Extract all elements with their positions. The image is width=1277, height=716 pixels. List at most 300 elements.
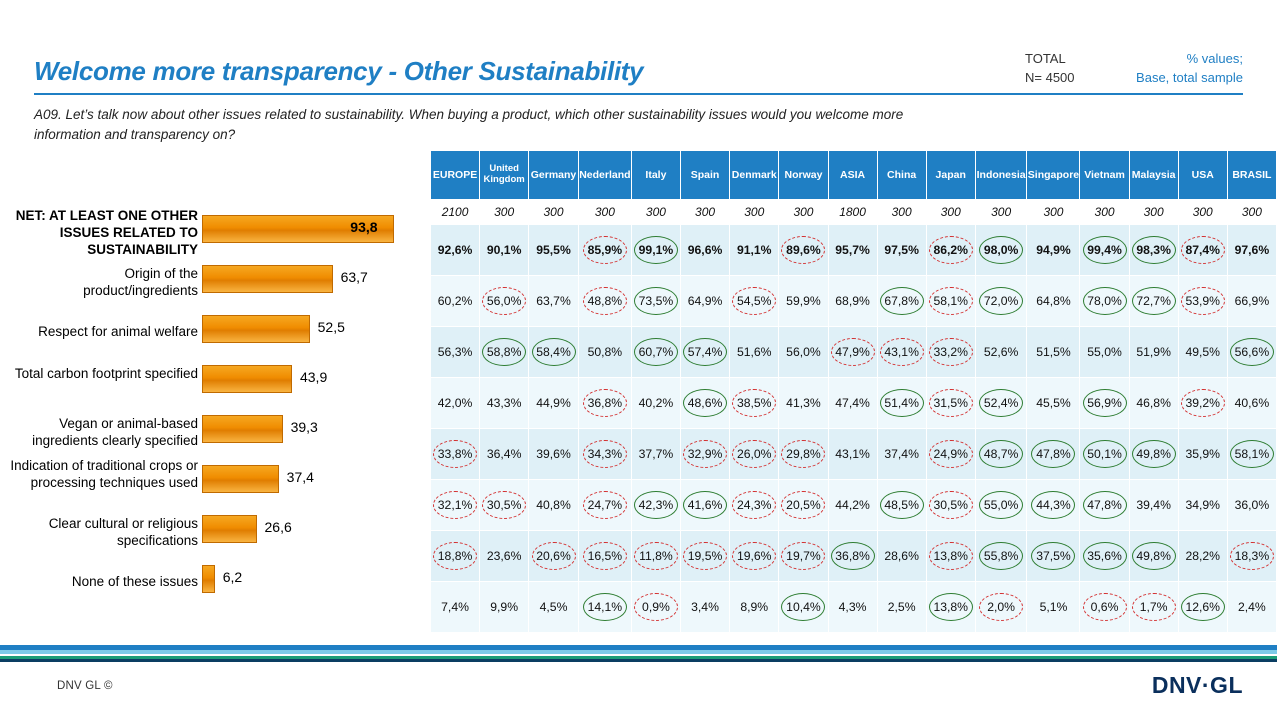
table-cell-value: 50,8%: [587, 345, 623, 359]
table-cell: [975, 480, 1027, 531]
base-note: [1110, 50, 1243, 88]
table-cell: [578, 480, 631, 531]
table-cell-value: 51,9%: [1136, 345, 1171, 359]
table-cell-value: 40,8%: [536, 498, 571, 512]
table-base-value: 300: [730, 200, 779, 225]
table-cell-value: 37,5%: [1036, 549, 1071, 563]
table-base-value: 2100: [431, 200, 480, 225]
table-cell: [1027, 480, 1080, 531]
bar-value: 93,8: [350, 219, 378, 235]
table-cell-value: 47,8%: [1036, 447, 1071, 461]
table-cell: [828, 582, 877, 633]
bar-track: [202, 365, 328, 393]
table-base-value: 300: [1027, 200, 1080, 225]
bar-value: 37,4: [286, 469, 314, 485]
table-cell: [631, 327, 680, 378]
table-cell-value: 58,1%: [933, 294, 969, 308]
table-cell: [975, 582, 1027, 633]
table-cell-value: 60,2%: [437, 294, 473, 308]
table-cell-value: 48,5%: [884, 498, 919, 512]
table-cell-value: 19,6%: [736, 549, 772, 563]
table-cell: [1227, 531, 1276, 582]
table-cell: [680, 225, 729, 276]
table-cell: [877, 531, 926, 582]
table-cell: [1227, 327, 1276, 378]
table-cell-value: 37,4%: [884, 447, 919, 461]
table-cell-value: 20,6%: [536, 549, 571, 563]
table-header-row: [431, 151, 1277, 200]
table-base-value: 300: [1129, 200, 1178, 225]
table-cell: [1027, 582, 1080, 633]
table-cell-value: 53,9%: [1185, 294, 1220, 308]
bar-label: Respect for animal welfare: [38, 324, 198, 339]
table-cell: [828, 276, 877, 327]
table-body: [431, 225, 1277, 633]
table-cell-value: 36,4%: [486, 447, 522, 461]
table-cell-value: 72,7%: [1136, 294, 1171, 308]
table-cell-value: 34,9%: [1185, 498, 1220, 512]
table-cell: [431, 582, 480, 633]
bar-row: [0, 460, 420, 510]
table-cell-value: 46,8%: [1136, 396, 1171, 410]
table-cell-value: 0,6%: [1090, 600, 1119, 614]
copyright-text: DNV GL ©: [57, 680, 113, 692]
table-base-value: 300: [1178, 200, 1227, 225]
table-cell: [877, 327, 926, 378]
table-base-value: 300: [680, 200, 729, 225]
bar-track: [202, 415, 318, 443]
table-column-header: Malaysia: [1129, 151, 1178, 200]
table-cell: [529, 225, 579, 276]
page-title-part1: Welcome more transparency: [34, 56, 382, 86]
table-cell: [480, 225, 529, 276]
table-cell: [1080, 429, 1129, 480]
table-cell-value: 60,7%: [638, 345, 674, 359]
table-column-header: EUROPE: [431, 151, 480, 200]
table-cell-value: 45,5%: [1036, 396, 1071, 410]
table-cell-value: 86,2%: [933, 243, 969, 257]
table-cell-value: 13,8%: [933, 549, 969, 563]
bar-label: Vegan or animal-based ingredients clearly specified: [32, 416, 198, 448]
table-cell: [480, 582, 529, 633]
table-cell-value: 67,8%: [884, 294, 919, 308]
table-column-header: Germany: [529, 151, 579, 200]
table-cell: [631, 531, 680, 582]
table-cell: [1227, 225, 1276, 276]
bar-track: [202, 465, 314, 493]
table-cell: [975, 327, 1027, 378]
bar-fill: [202, 565, 215, 593]
table-cell-value: 23,6%: [486, 549, 522, 563]
table-cell: [975, 429, 1027, 480]
table-row: [431, 480, 1277, 531]
table-cell: [877, 378, 926, 429]
table-cell-value: 28,6%: [884, 549, 919, 563]
table-cell-value: 18,3%: [1234, 549, 1270, 563]
table-cell: [431, 480, 480, 531]
table-cell-value: 78,0%: [1087, 294, 1122, 308]
table-row: [431, 225, 1277, 276]
table-cell-value: 66,9%: [1234, 294, 1270, 308]
table-cell-value: 92,6%: [437, 243, 473, 257]
table-cell: [1129, 531, 1178, 582]
table-cell-value: 99,1%: [638, 243, 674, 257]
table-cell-value: 33,8%: [437, 447, 473, 461]
table-cell-value: 64,8%: [1036, 294, 1071, 308]
table-cell-value: 13,8%: [933, 600, 969, 614]
table-cell: [828, 225, 877, 276]
table-cell: [480, 429, 529, 480]
table-cell-value: 9,9%: [490, 600, 519, 614]
table-cell: [1227, 429, 1276, 480]
table-cell: [926, 327, 975, 378]
table-base-value: 300: [779, 200, 828, 225]
table-cell: [1129, 327, 1178, 378]
table-column-header: USA: [1178, 151, 1227, 200]
table-cell: [926, 429, 975, 480]
table-cell: [680, 276, 729, 327]
table-cell-value: 36,8%: [835, 549, 870, 563]
table-head: [431, 151, 1277, 225]
table-cell-value: 43,1%: [884, 345, 919, 359]
table-cell-value: 33,2%: [933, 345, 969, 359]
table-cell-value: 2,0%: [987, 600, 1015, 614]
table-row: [431, 378, 1277, 429]
table-cell-value: 55,0%: [983, 498, 1019, 512]
table-cell-value: 41,6%: [687, 498, 723, 512]
table-cell-value: 99,4%: [1087, 243, 1122, 257]
table-cell-value: 20,5%: [786, 498, 821, 512]
table-cell-value: 7,4%: [441, 600, 469, 614]
table-cell: [1129, 480, 1178, 531]
table-cell: [480, 480, 529, 531]
table-column-header: Norway: [779, 151, 828, 200]
table-cell-value: 14,1%: [587, 600, 623, 614]
table-column-header: Nederland: [578, 151, 631, 200]
table-column-header: Spain: [680, 151, 729, 200]
table-cell-value: 26,0%: [736, 447, 772, 461]
table-cell-value: 34,3%: [587, 447, 623, 461]
table-cell-value: 58,1%: [1234, 447, 1270, 461]
table-cell: [431, 378, 480, 429]
table-cell: [1027, 531, 1080, 582]
table-cell: [926, 276, 975, 327]
table-cell-value: 36,8%: [587, 396, 623, 410]
table-column-header: Denmark: [730, 151, 779, 200]
table-cell-value: 64,9%: [687, 294, 723, 308]
table-cell: [1080, 582, 1129, 633]
table-cell: [779, 531, 828, 582]
table-cell: [529, 327, 579, 378]
table-cell-value: 24,9%: [933, 447, 969, 461]
table-cell: [431, 276, 480, 327]
table-cell: [877, 582, 926, 633]
bar-fill: [202, 515, 257, 543]
table-cell: [828, 429, 877, 480]
table-cell-value: 57,4%: [687, 345, 723, 359]
table-cell-value: 51,6%: [736, 345, 772, 359]
table-cell: [480, 276, 529, 327]
table-cell-value: 1,7%: [1139, 600, 1168, 614]
table-cell-value: 95,7%: [835, 243, 870, 257]
bar-label: None of these issues: [71, 574, 198, 589]
table-cell: [730, 480, 779, 531]
table-cell-value: 90,1%: [486, 243, 522, 257]
table-cell-value: 39,6%: [536, 447, 571, 461]
table-cell: [1178, 225, 1227, 276]
question-text: A09. Let’s talk now about other issues related to sustainability. When buying a product, which other sustainability issues would you welcome more information and transparency on?: [34, 107, 904, 143]
table-cell: [529, 429, 579, 480]
table-cell: [1080, 378, 1129, 429]
table-cell: [828, 480, 877, 531]
table-cell-value: 48,8%: [587, 294, 623, 308]
table-cell: [578, 429, 631, 480]
table-cell: [1080, 225, 1129, 276]
table-cell-value: 29,8%: [786, 447, 821, 461]
base-note-line2: Base, total sample: [1136, 69, 1243, 85]
table-cell: [926, 531, 975, 582]
bar-row: [0, 510, 420, 560]
table-cell: [877, 429, 926, 480]
table-cell: [877, 225, 926, 276]
table-grid: [430, 150, 1277, 633]
table-cell: [680, 531, 729, 582]
table-cell-value: 55,0%: [1087, 345, 1122, 359]
table-cell: [828, 531, 877, 582]
table-cell-value: 96,6%: [687, 243, 723, 257]
table-cell: [631, 378, 680, 429]
total-block: [1025, 50, 1075, 88]
table-cell: [1027, 327, 1080, 378]
table-cell-value: 43,1%: [835, 447, 870, 461]
table-cell-value: 3,4%: [691, 600, 719, 614]
table-cell-value: 98,0%: [983, 243, 1019, 257]
table-column-header: United Kingdom: [480, 151, 529, 200]
table-cell: [1080, 276, 1129, 327]
table-cell: [431, 327, 480, 378]
table-cell-value: 91,1%: [736, 243, 772, 257]
table-base-value: 300: [480, 200, 529, 225]
table-cell-value: 35,6%: [1087, 549, 1122, 563]
table-cell: [529, 378, 579, 429]
table-cell-value: 40,2%: [638, 396, 674, 410]
table-cell: [680, 429, 729, 480]
table-cell: [730, 582, 779, 633]
table-cell: [1178, 582, 1227, 633]
table-base-value: 300: [631, 200, 680, 225]
table-cell: [779, 225, 828, 276]
table-cell-value: 19,7%: [786, 549, 821, 563]
table-cell: [730, 429, 779, 480]
table-cell-value: 98,3%: [1136, 243, 1171, 257]
bar-label: Total carbon footprint specified: [14, 366, 198, 381]
table-cell-value: 30,5%: [933, 498, 969, 512]
bar-row: [0, 560, 420, 610]
table-cell: [1227, 378, 1276, 429]
table-cell-value: 5,1%: [1039, 600, 1068, 614]
table-cell-value: 11,8%: [639, 549, 673, 563]
footer-bars: [0, 645, 1277, 662]
total-label: TOTAL: [1025, 51, 1066, 66]
table-cell-value: 32,9%: [687, 447, 723, 461]
table-cell: [1129, 276, 1178, 327]
table-cell-value: 52,4%: [983, 396, 1019, 410]
table-cell: [578, 531, 631, 582]
table-cell-value: 97,6%: [1234, 243, 1270, 257]
bar-value: 52,5: [317, 319, 345, 335]
table-cell-value: 4,5%: [539, 600, 568, 614]
table-row: [431, 429, 1277, 480]
table-cell: [975, 531, 1027, 582]
table-cell: [779, 480, 828, 531]
bar-label: Indication of traditional crops or processing techniques used: [10, 458, 198, 490]
table-cell: [631, 429, 680, 480]
table-column-header: BRASIL: [1227, 151, 1276, 200]
table-cell-value: 2,5%: [887, 600, 916, 614]
table-cell-value: 24,7%: [587, 498, 623, 512]
table-cell-value: 35,9%: [1185, 447, 1220, 461]
table-cell-value: 4,3%: [838, 600, 867, 614]
table-cell: [1129, 225, 1178, 276]
table-row: [431, 531, 1277, 582]
table-cell-value: 85,9%: [587, 243, 623, 257]
table-cell-value: 47,9%: [835, 345, 870, 359]
table-cell-value: 49,5%: [1185, 345, 1220, 359]
table-cell: [730, 378, 779, 429]
table-cell-value: 54,5%: [736, 294, 772, 308]
table-cell-value: 44,2%: [835, 498, 870, 512]
table-cell: [926, 225, 975, 276]
table-cell-value: 72,0%: [983, 294, 1019, 308]
table-cell-value: 8,9%: [740, 600, 769, 614]
table-cell: [1080, 327, 1129, 378]
table-cell: [480, 531, 529, 582]
table-cell: [631, 276, 680, 327]
table-cell-value: 31,5%: [933, 396, 969, 410]
base-note-line1: % values;: [1186, 51, 1243, 66]
table-cell: [578, 327, 631, 378]
table-cell-value: 19,5%: [687, 549, 723, 563]
table-cell-value: 39,2%: [1185, 396, 1220, 410]
table-cell-value: 44,3%: [1036, 498, 1071, 512]
bar-track: [202, 315, 345, 343]
table-cell: [828, 378, 877, 429]
bar-row: [0, 360, 420, 410]
table-base-value: 300: [1227, 200, 1276, 225]
bar-track: [202, 215, 394, 243]
table-cell-value: 10,4%: [786, 600, 821, 614]
table-cell-value: 41,3%: [786, 396, 821, 410]
table-column-header: Vietnam: [1080, 151, 1129, 200]
page-title: [34, 56, 643, 87]
table-cell-value: 87,4%: [1185, 243, 1220, 257]
table-base-value: 300: [877, 200, 926, 225]
table-base-value: 300: [1080, 200, 1129, 225]
table-cell-value: 43,3%: [486, 396, 522, 410]
table-column-header: Indonesia: [975, 151, 1027, 200]
table-cell-value: 68,9%: [835, 294, 870, 308]
table-cell: [680, 480, 729, 531]
table-cell-value: 49,8%: [1136, 447, 1171, 461]
table-cell: [431, 429, 480, 480]
table-cell-value: 37,7%: [638, 447, 674, 461]
table-cell: [529, 531, 579, 582]
footer-bar-navy: [0, 659, 1277, 662]
bar-value: 39,3: [290, 419, 318, 435]
table-cell: [680, 582, 729, 633]
table-row: [431, 327, 1277, 378]
bar-fill: [202, 415, 283, 443]
table-cell: [1129, 582, 1178, 633]
table-cell: [1027, 429, 1080, 480]
table-cell: [1178, 378, 1227, 429]
table-cell: [779, 429, 828, 480]
bar-label: NET: AT LEAST ONE OTHER ISSUES RELATED TO SUSTAINABILITY: [15, 208, 198, 257]
table-cell-value: 94,9%: [1036, 243, 1071, 257]
table-cell: [529, 582, 579, 633]
title-divider: [34, 93, 1243, 95]
bar-label: Clear cultural or religious specifications: [48, 516, 198, 548]
bar-fill: [202, 365, 292, 393]
table-cell: [926, 378, 975, 429]
table-cell-value: 49,8%: [1136, 549, 1171, 563]
bar-fill: [202, 315, 310, 343]
bar-fill: [202, 265, 333, 293]
table-cell: [975, 225, 1027, 276]
bar-row: [0, 310, 420, 360]
table-cell-value: 97,5%: [884, 243, 919, 257]
table-cell-value: 0,9%: [642, 600, 670, 614]
table-cell: [1227, 276, 1276, 327]
table-cell-value: 24,3%: [736, 498, 772, 512]
table-cell: [578, 276, 631, 327]
table-cell-value: 48,7%: [983, 447, 1019, 461]
bar-value: 43,9: [299, 369, 328, 385]
table-column-header: Japan: [926, 151, 975, 200]
table-cell-value: 63,7%: [536, 294, 571, 308]
table-cell: [730, 276, 779, 327]
table-cell: [431, 225, 480, 276]
table-cell-value: 51,5%: [1036, 345, 1071, 359]
table-cell-value: 56,0%: [786, 345, 821, 359]
table-base-value: 300: [578, 200, 631, 225]
bar-row: [0, 260, 420, 310]
table-cell-value: 30,5%: [486, 498, 522, 512]
table-base-value: 300: [529, 200, 579, 225]
table-cell: [730, 531, 779, 582]
table-cell: [631, 480, 680, 531]
table-cell: [680, 378, 729, 429]
bar-value: 63,7: [340, 269, 368, 285]
table-cell: [529, 480, 579, 531]
table-cell: [1178, 276, 1227, 327]
table-cell: [1080, 480, 1129, 531]
table-cell-value: 52,6%: [983, 345, 1019, 359]
bar-track: [202, 565, 243, 593]
table-cell: [480, 327, 529, 378]
table-cell-value: 18,8%: [437, 549, 473, 563]
table-cell: [975, 276, 1027, 327]
table-cell: [926, 582, 975, 633]
table-base-value: 300: [926, 200, 975, 225]
table-cell-value: 56,0%: [486, 294, 522, 308]
table-cell-value: 59,9%: [786, 294, 821, 308]
table-cell: [779, 582, 828, 633]
table-cell: [975, 378, 1027, 429]
table-cell-value: 51,4%: [884, 396, 919, 410]
table-cell-value: 36,0%: [1234, 498, 1270, 512]
table-cell-value: 47,4%: [835, 396, 870, 410]
